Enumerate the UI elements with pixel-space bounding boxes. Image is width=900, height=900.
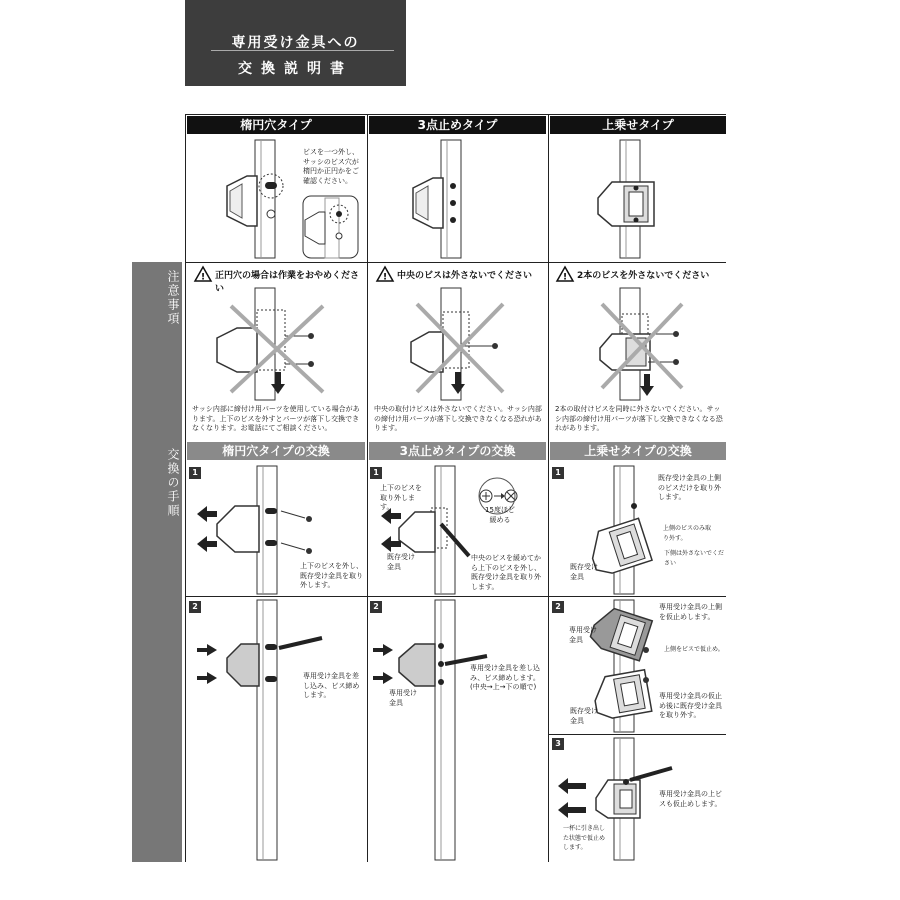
- overlay-type-illustration: [550, 136, 726, 260]
- column-header-3point: 3点止めタイプ: [369, 116, 546, 134]
- warning-icon: [376, 266, 394, 282]
- side-label-procedure: 交換の手順: [132, 440, 182, 862]
- column-header-oval: 楕円穴タイプ: [187, 116, 365, 134]
- pull-label: 一杯に引き出した状態で仮止めします。: [563, 825, 606, 851]
- step-number: 1: [552, 467, 564, 479]
- check-note: ビスを一つ外し、サッシのビス穴が楕円か正円かをご確認ください。: [303, 148, 359, 185]
- warning-icon: [194, 266, 212, 282]
- svg-text:!: !: [382, 272, 388, 283]
- dedicated-label: 専用受け金具: [389, 689, 417, 707]
- step3-rule: [548, 734, 726, 735]
- warning-note-3point: 中央の取付けビスは外さないでください。サッシ内部の締付け用パーツが落下し交換できなくなる恐れがあります。: [374, 405, 542, 432]
- temp-label: 上側をビスで仮止め。: [664, 646, 724, 653]
- lower-label: 下側は外さないでください: [664, 550, 725, 567]
- title-line1: 専用受け金具への: [231, 35, 360, 51]
- upper-label: 上側のビスのみ取り外す。: [663, 525, 712, 542]
- procedure-header-oval: 楕円穴タイプの交換: [187, 442, 365, 460]
- oval-warning-illustration: [187, 288, 365, 402]
- step-label-top: 上下のビスを取り外します。: [380, 484, 422, 511]
- step-text: 専用受け金具の上側を仮止めします。: [659, 603, 722, 621]
- step-text: 専用受け金具を差し込み、ビス締めします。(中央→上→下の順で): [470, 664, 540, 691]
- warning-note-oval: サッシ内部に締付け用パーツを使用している場合があります。上下のビスを外すとパーツが落下し交換できなくなります。お電話にてご相談ください。: [192, 405, 360, 432]
- title-box: [185, 0, 406, 86]
- column-divider-1: [367, 114, 368, 862]
- loosen-label: 15度ほど緩める: [485, 506, 515, 524]
- column-divider-2: [548, 114, 549, 862]
- step-number: 2: [552, 601, 564, 613]
- existing-label: 既存受け金具: [387, 553, 415, 571]
- side-label-caution: 注意事項: [132, 262, 182, 440]
- step-text: 専用受け金具を差し込み、ビス締めします。: [303, 672, 360, 699]
- step-text: 既存受け金具の上側のビスだけを取り外します。: [658, 474, 721, 501]
- step-text-2: 専用受け金具の仮止め後に既存受け金具を取り外す。: [659, 692, 722, 719]
- title-line2: 交換説明書: [238, 61, 353, 77]
- step-text: 中央のビスを緩めてから上下のビスを外し、既存受け金具を取り外します。: [471, 554, 541, 591]
- existing-label: 既存受け金具: [570, 563, 598, 581]
- 3point-warning-illustration: [369, 288, 546, 402]
- procedure-header-overlay: 上乗せタイプの交換: [550, 442, 726, 460]
- step-number: 2: [189, 601, 201, 613]
- frame-left: [185, 114, 186, 862]
- caution-rule: [185, 262, 726, 263]
- title-divider: [211, 50, 394, 51]
- step-text: 上下のビスを外し、既存受け金具を取り外します。: [300, 562, 363, 589]
- step-number: 1: [370, 467, 382, 479]
- warning-3point: 中央のビスは外さないでください: [397, 271, 533, 281]
- top-rule: [185, 114, 726, 115]
- oval-step2-illustration: [187, 600, 365, 860]
- step-number: 2: [370, 601, 382, 613]
- warning-note-overlay: 2本の取付けビスを同時に外さないでください。サッシ内部の締付け用パーツが落下し交換できなくなる恐れがあります。: [555, 405, 723, 432]
- step-text: 専用受け金具の上ビスも仮止めします。: [659, 790, 722, 808]
- column-header-overlay: 上乗せタイプ: [550, 116, 726, 134]
- 3point-type-illustration: [369, 136, 546, 260]
- step-number: 3: [552, 738, 564, 750]
- step-number: 1: [189, 467, 201, 479]
- svg-text:!: !: [200, 272, 206, 283]
- svg-text:!: !: [562, 272, 568, 283]
- warning-oval: 正円穴の場合は作業をおやめください: [215, 271, 360, 294]
- warning-overlay: 2本のビスを外さないでください: [577, 271, 710, 281]
- dedicated-label: 専用受け金具: [569, 626, 597, 644]
- overlay-warning-illustration: [550, 288, 726, 402]
- warning-icon: [556, 266, 574, 282]
- existing-label: 既存受け金具: [570, 707, 598, 725]
- 3point-step2-illustration: [369, 600, 546, 860]
- step2-rule: [185, 596, 726, 597]
- procedure-header-3point: 3点止めタイプの交換: [369, 442, 546, 460]
